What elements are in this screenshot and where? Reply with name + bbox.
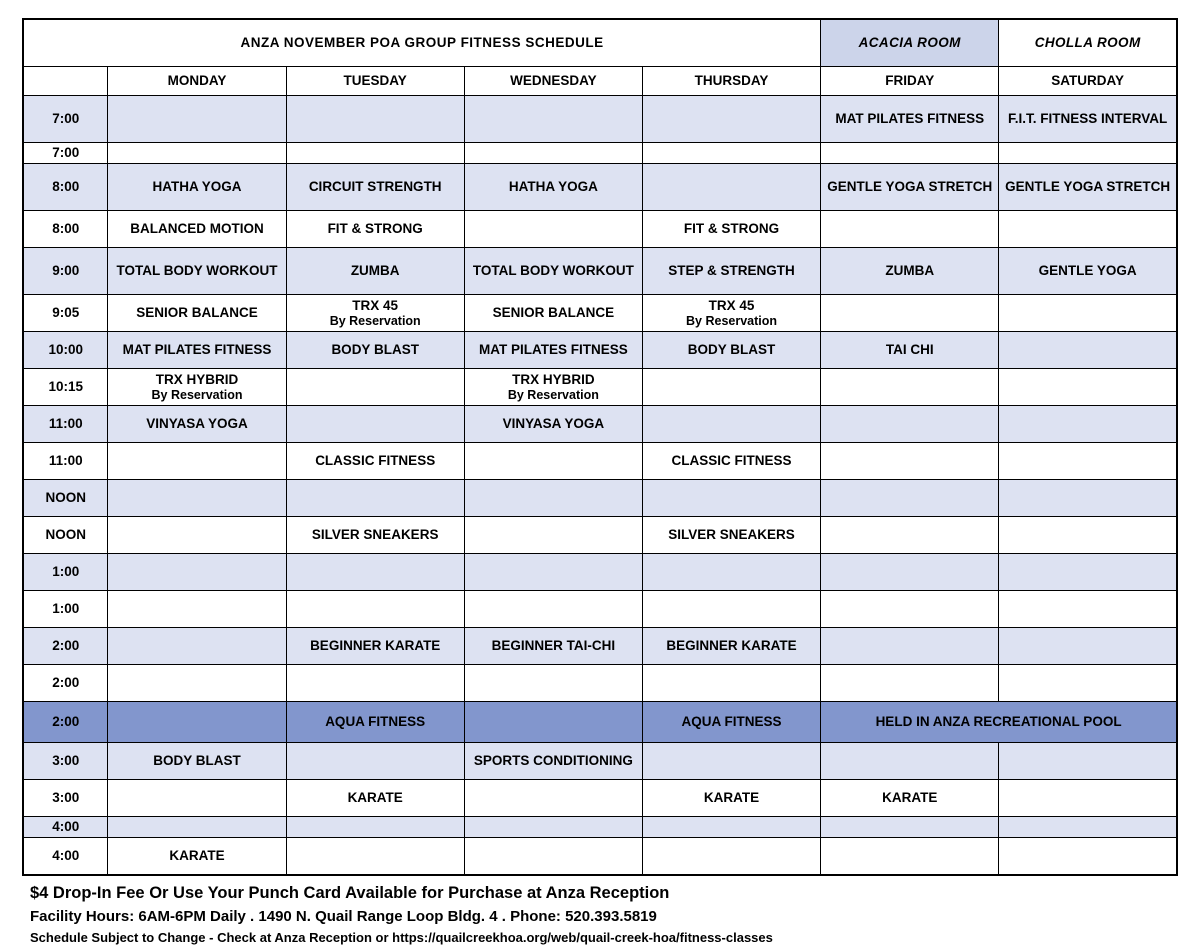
- class-cell: [642, 406, 820, 443]
- class-cell: SENIOR BALANCE: [464, 295, 642, 332]
- day-header-row: [23, 67, 1177, 96]
- class-cell: [108, 480, 286, 517]
- class-cell: [999, 517, 1177, 554]
- table-row: [23, 591, 1177, 628]
- class-cell: [464, 143, 642, 164]
- day-header-saturday: SATURDAY: [999, 67, 1177, 96]
- class-cell: [821, 817, 999, 838]
- table-row: [23, 369, 1177, 406]
- class-cell: [999, 665, 1177, 702]
- class-cell: [999, 369, 1177, 406]
- day-header-friday: FRIDAY: [821, 67, 999, 96]
- class-cell: [286, 743, 464, 780]
- class-cell: [999, 295, 1177, 332]
- row-time-label: 8:00: [23, 164, 108, 211]
- class-cell: STEP & STRENGTH: [642, 248, 820, 295]
- class-note: By Reservation: [151, 387, 243, 402]
- table-row: [23, 443, 1177, 480]
- class-cell: KARATE: [821, 780, 999, 817]
- class-cell: GENTLE YOGA: [999, 248, 1177, 295]
- class-cell: [286, 817, 464, 838]
- class-cell: [108, 591, 286, 628]
- class-cell: [999, 406, 1177, 443]
- class-cell: [999, 211, 1177, 248]
- class-note: By Reservation: [329, 313, 421, 328]
- class-cell: [108, 96, 286, 143]
- class-cell: [821, 628, 999, 665]
- table-row: [23, 780, 1177, 817]
- row-time-label: NOON: [23, 517, 108, 554]
- class-cell: HATHA YOGA: [464, 164, 642, 211]
- class-cell: MAT PILATES FITNESS: [821, 96, 999, 143]
- table-row: [23, 554, 1177, 591]
- class-cell: [286, 96, 464, 143]
- footer-line-fee: $4 Drop-In Fee Or Use Your Punch Card Available for Purchase at Anza Reception: [30, 884, 670, 902]
- class-cell: F.I.T. FITNESS INTERVAL: [999, 96, 1177, 143]
- class-cell: [108, 369, 286, 406]
- footer-notes: [22, 882, 1178, 949]
- class-cell: [999, 780, 1177, 817]
- class-cell: SENIOR BALANCE: [108, 295, 286, 332]
- class-cell: HELD IN ANZA RECREATIONAL POOL: [821, 702, 1177, 743]
- class-cell: SPORTS CONDITIONING: [464, 743, 642, 780]
- class-name: TRX HYBRID: [512, 372, 595, 388]
- class-cell: [286, 480, 464, 517]
- day-header-wednesday: WEDNESDAY: [464, 67, 642, 96]
- class-cell: AQUA FITNESS: [642, 702, 820, 743]
- class-cell: [642, 295, 820, 332]
- class-cell: [642, 665, 820, 702]
- class-cell: [821, 211, 999, 248]
- class-note: By Reservation: [507, 387, 599, 402]
- class-cell: [821, 295, 999, 332]
- page-title: ANZA NOVEMBER POA GROUP FITNESS SCHEDULE: [23, 19, 821, 67]
- class-cell: [464, 211, 642, 248]
- row-time-label: 4:00: [23, 838, 108, 876]
- row-time-label: 1:00: [23, 591, 108, 628]
- table-row: [23, 517, 1177, 554]
- class-cell: [642, 817, 820, 838]
- class-note: By Reservation: [686, 313, 778, 328]
- class-cell: SILVER SNEAKERS: [286, 517, 464, 554]
- class-cell: [821, 143, 999, 164]
- class-cell: BEGINNER KARATE: [642, 628, 820, 665]
- class-cell: [821, 517, 999, 554]
- class-cell: [642, 369, 820, 406]
- class-cell: [642, 743, 820, 780]
- class-cell: [999, 443, 1177, 480]
- class-cell: [999, 480, 1177, 517]
- schedule-body: [23, 19, 1177, 875]
- row-time-label: 8:00: [23, 211, 108, 248]
- class-cell: VINYASA YOGA: [108, 406, 286, 443]
- room-header-acacia: ACACIA ROOM: [821, 19, 999, 67]
- row-time-label: 7:00: [23, 143, 108, 164]
- class-cell: [464, 665, 642, 702]
- class-cell: [999, 143, 1177, 164]
- day-header-thursday: THURSDAY: [642, 67, 820, 96]
- class-cell: [999, 332, 1177, 369]
- table-row: [23, 211, 1177, 248]
- row-time-label: 9:05: [23, 295, 108, 332]
- class-cell: [821, 406, 999, 443]
- class-cell: [821, 369, 999, 406]
- class-cell: [286, 665, 464, 702]
- class-cell: [286, 591, 464, 628]
- class-name: TRX HYBRID: [155, 372, 239, 388]
- class-cell: BEGINNER TAI-CHI: [464, 628, 642, 665]
- class-cell: KARATE: [642, 780, 820, 817]
- class-cell: [999, 743, 1177, 780]
- class-cell: BEGINNER KARATE: [286, 628, 464, 665]
- class-cell: [999, 838, 1177, 876]
- day-header-monday: MONDAY: [108, 67, 286, 96]
- class-cell: [286, 554, 464, 591]
- class-cell: TOTAL BODY WORKOUT: [464, 248, 642, 295]
- class-cell: [464, 443, 642, 480]
- class-cell: BALANCED MOTION: [108, 211, 286, 248]
- class-cell: [464, 591, 642, 628]
- class-cell: [108, 554, 286, 591]
- class-cell: BODY BLAST: [642, 332, 820, 369]
- class-cell: GENTLE YOGA STRETCH: [821, 164, 999, 211]
- class-cell: MAT PILATES FITNESS: [108, 332, 286, 369]
- class-cell: [821, 838, 999, 876]
- class-cell: FIT & STRONG: [286, 211, 464, 248]
- table-row: [23, 665, 1177, 702]
- class-cell: [821, 480, 999, 517]
- class-cell: [464, 838, 642, 876]
- row-time-label: 3:00: [23, 743, 108, 780]
- class-cell: TOTAL BODY WORKOUT: [108, 248, 286, 295]
- fitness-schedule-table: [22, 18, 1178, 876]
- row-time-label: NOON: [23, 480, 108, 517]
- class-cell: ZUMBA: [286, 248, 464, 295]
- table-row: [23, 817, 1177, 838]
- table-row: [23, 628, 1177, 665]
- class-cell: [821, 591, 999, 628]
- class-cell: BODY BLAST: [286, 332, 464, 369]
- class-cell: CLASSIC FITNESS: [642, 443, 820, 480]
- class-cell: CLASSIC FITNESS: [286, 443, 464, 480]
- class-cell: [108, 817, 286, 838]
- class-cell: [642, 96, 820, 143]
- class-cell: [642, 554, 820, 591]
- row-time-label: 10:00: [23, 332, 108, 369]
- room-header-cholla: CHOLLA ROOM: [999, 19, 1177, 67]
- footer-line-disclaimer: Schedule Subject to Change - Check at Anza Reception or https://quailcreekhoa.org/web/quail-creek-hoa/fitness-classes: [30, 930, 773, 946]
- class-cell: [821, 554, 999, 591]
- class-cell: [999, 591, 1177, 628]
- table-row: [23, 96, 1177, 143]
- class-cell: [821, 665, 999, 702]
- row-time-label: 11:00: [23, 443, 108, 480]
- class-cell: [286, 143, 464, 164]
- class-cell: [286, 369, 464, 406]
- class-cell: ZUMBA: [821, 248, 999, 295]
- class-cell: KARATE: [108, 838, 286, 876]
- class-cell: HATHA YOGA: [108, 164, 286, 211]
- class-cell: [821, 443, 999, 480]
- class-cell: SILVER SNEAKERS: [642, 517, 820, 554]
- class-cell: [642, 164, 820, 211]
- row-time-label: 10:15: [23, 369, 108, 406]
- class-cell: [108, 143, 286, 164]
- class-cell: [286, 838, 464, 876]
- class-cell: [821, 743, 999, 780]
- class-name: TRX 45: [352, 298, 399, 314]
- title-row: [23, 19, 1177, 67]
- class-cell: FIT & STRONG: [642, 211, 820, 248]
- class-cell: [464, 817, 642, 838]
- row-time-label: 11:00: [23, 406, 108, 443]
- table-row: [23, 702, 1177, 743]
- class-cell: [464, 369, 642, 406]
- row-time-label: 7:00: [23, 96, 108, 143]
- class-cell: [642, 480, 820, 517]
- class-name: TRX 45: [708, 298, 755, 314]
- class-cell: [286, 295, 464, 332]
- class-cell: [642, 143, 820, 164]
- class-cell: KARATE: [286, 780, 464, 817]
- class-cell: [464, 554, 642, 591]
- class-cell: CIRCUIT STRENGTH: [286, 164, 464, 211]
- table-row: [23, 143, 1177, 164]
- class-cell: [108, 517, 286, 554]
- row-time-label: 1:00: [23, 554, 108, 591]
- class-cell: [108, 443, 286, 480]
- class-cell: [464, 517, 642, 554]
- class-cell: VINYASA YOGA: [464, 406, 642, 443]
- class-cell: [464, 480, 642, 517]
- row-time-label: 9:00: [23, 248, 108, 295]
- table-row: [23, 248, 1177, 295]
- class-cell: [464, 96, 642, 143]
- class-cell: AQUA FITNESS: [286, 702, 464, 743]
- class-cell: [108, 628, 286, 665]
- day-header-tuesday: TUESDAY: [286, 67, 464, 96]
- class-cell: BODY BLAST: [108, 743, 286, 780]
- class-cell: [642, 591, 820, 628]
- class-cell: [999, 817, 1177, 838]
- class-cell: [999, 628, 1177, 665]
- class-cell: [108, 665, 286, 702]
- table-row: [23, 838, 1177, 876]
- table-row: [23, 743, 1177, 780]
- class-cell: TAI CHI: [821, 332, 999, 369]
- class-cell: [108, 702, 286, 743]
- class-cell: [464, 780, 642, 817]
- class-cell: [642, 838, 820, 876]
- row-time-label: 3:00: [23, 780, 108, 817]
- table-row: [23, 480, 1177, 517]
- row-time-label: 2:00: [23, 665, 108, 702]
- class-cell: [464, 702, 642, 743]
- class-cell: GENTLE YOGA STRETCH: [999, 164, 1177, 211]
- row-time-label: 2:00: [23, 702, 108, 743]
- table-row: [23, 164, 1177, 211]
- class-cell: [108, 780, 286, 817]
- class-cell: [286, 406, 464, 443]
- row-time-label: 2:00: [23, 628, 108, 665]
- row-time-label: 4:00: [23, 817, 108, 838]
- day-header-blank: [23, 67, 108, 96]
- class-cell: [999, 554, 1177, 591]
- table-row: [23, 332, 1177, 369]
- class-cell: MAT PILATES FITNESS: [464, 332, 642, 369]
- table-row: [23, 295, 1177, 332]
- table-row: [23, 406, 1177, 443]
- footer-line-hours: Facility Hours: 6AM-6PM Daily . 1490 N. Quail Range Loop Bldg. 4 . Phone: 520.393.5819: [30, 907, 657, 925]
